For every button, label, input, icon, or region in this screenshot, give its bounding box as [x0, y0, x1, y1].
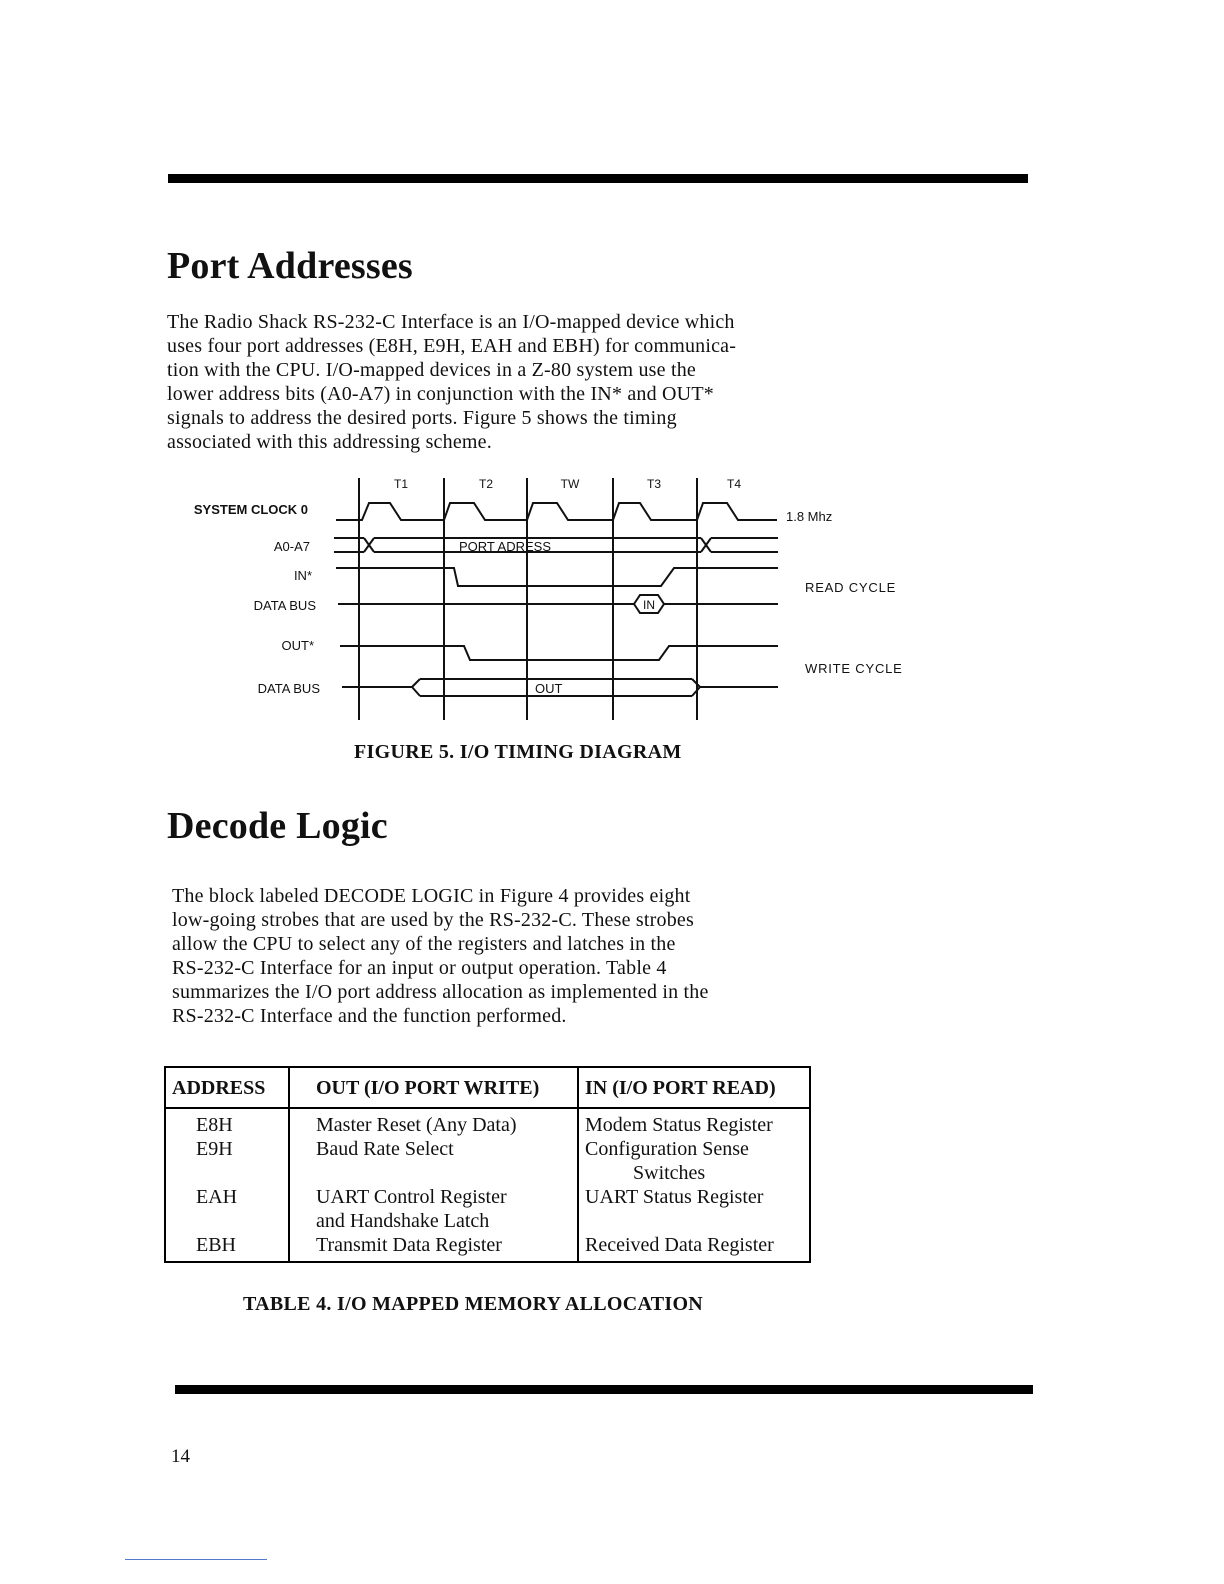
- header-out: OUT (I/O PORT WRITE): [289, 1067, 578, 1108]
- table-cell: Configuration Sense: [585, 1138, 749, 1160]
- signal-label-out: OUT*: [281, 638, 314, 653]
- table-cell: Received Data Register: [585, 1234, 774, 1256]
- column-label: T3: [646, 477, 662, 491]
- signal-label-in: IN*: [293, 568, 312, 583]
- table-cell: EBH: [196, 1234, 236, 1256]
- table-cell: E9H: [196, 1138, 233, 1160]
- page-number: 14: [171, 1446, 190, 1467]
- paragraph-line: The block labeled DECODE LOGIC in Figure 4 provides eight: [172, 885, 691, 907]
- read-cycle-label: READ CYCLE: [805, 580, 897, 595]
- paragraph-line: RS-232-C Interface for an input or output operation. Table 4: [172, 957, 667, 979]
- paragraph-line: tion with the CPU. I/O-mapped devices in a Z-80 system use the: [167, 359, 696, 381]
- table-cell: Switches: [633, 1162, 706, 1184]
- table-row: [165, 1108, 810, 1262]
- paragraph-line: RS-232-C Interface and the function performed.: [172, 1005, 567, 1027]
- figure-caption: FIGURE 5. I/O TIMING DIAGRAM: [354, 741, 682, 763]
- table-cell: [172, 1161, 282, 1185]
- address-column: [165, 1108, 289, 1262]
- signal-label-data-bus-write: DATA BUS: [257, 681, 320, 696]
- table-cell: [316, 1161, 571, 1185]
- paragraph-line: lower address bits (A0-A7) in conjunction with the IN* and OUT*: [167, 383, 714, 405]
- frequency-label: 1.8 Mhz: [786, 509, 833, 524]
- signal-label-address: A0-A7: [273, 539, 310, 554]
- signal-label-clock: SYSTEM CLOCK 0: [193, 502, 308, 517]
- out-column: [289, 1108, 578, 1262]
- paragraph-line: signals to address the desired ports. Figure 5 shows the timing: [167, 407, 677, 429]
- table-cell: and Handshake Latch: [316, 1210, 490, 1232]
- column-label: T1: [393, 477, 409, 491]
- paragraph-line: The Radio Shack RS-232-C Interface is an I/O-mapped device which: [167, 311, 735, 333]
- column-label: TW: [560, 477, 580, 491]
- port-addresses-paragraph: [167, 310, 736, 454]
- column-label: T4: [726, 477, 742, 491]
- table-cell: E8H: [196, 1114, 233, 1136]
- paragraph-line: associated with this addressing scheme.: [167, 431, 492, 453]
- in-strobe-waveform: [336, 568, 778, 586]
- data-bus-read-waveform: [338, 595, 778, 613]
- table-cell: [172, 1209, 282, 1233]
- column-label: T2: [478, 477, 494, 491]
- clock-waveform: [336, 503, 777, 520]
- paragraph-line: uses four port addresses (E8H, E9H, EAH and EBH) for communica-: [167, 335, 737, 357]
- footer-link-underline: [125, 1559, 267, 1560]
- table-cell: Baud Rate Select: [316, 1138, 454, 1160]
- in-box-label: IN: [643, 598, 655, 612]
- signal-label-data-bus-read: DATA BUS: [253, 598, 316, 613]
- decode-logic-paragraph: [172, 884, 709, 1028]
- address-bus-waveform: [334, 538, 778, 552]
- section-title-decode-logic: Decode Logic: [167, 805, 388, 847]
- paragraph-line: summarizes the I/O port address allocation as implemented in the: [172, 981, 709, 1003]
- table-header-row: [165, 1067, 810, 1108]
- write-cycle-label: WRITE CYCLE: [805, 661, 903, 676]
- out-box-label: OUT: [535, 681, 563, 696]
- io-timing-diagram: [160, 470, 920, 725]
- paragraph-line: allow the CPU to select any of the registers and latches in the: [172, 933, 676, 955]
- header-address: ADDRESS: [165, 1067, 289, 1108]
- out-strobe-waveform: [340, 646, 778, 660]
- table-cell: [585, 1209, 803, 1233]
- table-caption: TABLE 4. I/O MAPPED MEMORY ALLOCATION: [243, 1293, 704, 1315]
- io-allocation-table: [164, 1066, 811, 1263]
- table-cell: UART Status Register: [585, 1186, 764, 1208]
- top-rule: [168, 174, 1028, 183]
- port-address-label: PORT ADRESS: [459, 539, 551, 554]
- section-title-port-addresses: Port Addresses: [167, 245, 413, 287]
- paragraph-line: low-going strobes that are used by the RS-232-C. These strobes: [172, 909, 694, 931]
- table-cell: EAH: [196, 1186, 238, 1208]
- table-cell: Transmit Data Register: [316, 1234, 502, 1256]
- table-cell: UART Control Register: [316, 1186, 507, 1208]
- in-column: [578, 1108, 810, 1262]
- bottom-rule: [175, 1385, 1033, 1394]
- header-in: IN (I/O PORT READ): [578, 1067, 810, 1108]
- table-cell: Master Reset (Any Data): [316, 1114, 517, 1136]
- table-cell: Modem Status Register: [585, 1114, 773, 1136]
